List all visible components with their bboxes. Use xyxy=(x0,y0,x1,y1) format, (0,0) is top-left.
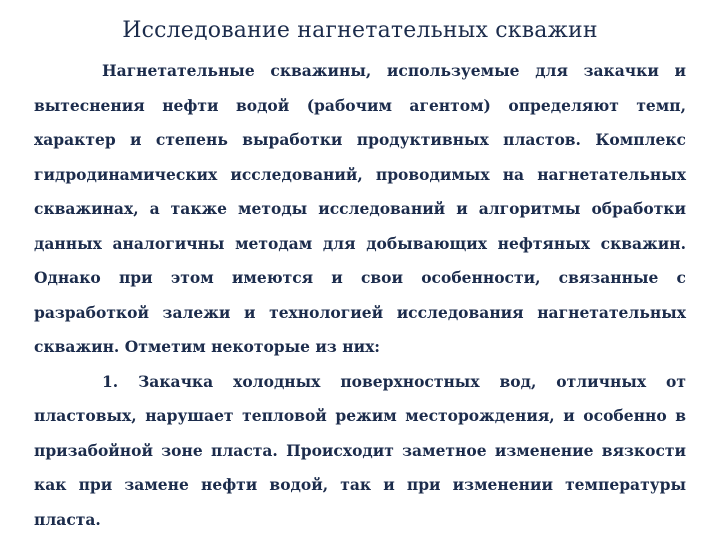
paragraph-intro: Нагнетательные скважины, используемые для закачки и вытеснения нефти водой (рабочим агентом) определяют темп, характер и степень выработки продуктивных пластов. Комплекс гидродинамических исследований, проводимых на нагнетательных скважинах, а также методы исследований и алгоритмы обработки данных аналогичны методам для добывающих нефтяных скважин. Однако при этом имеются и свои особенности, связанные с разработкой залежи и технологией исследования нагнетательных скважин. Отметим некоторые из них: xyxy=(34,61,686,356)
paragraph-item-1: 1. Закачка холодных поверхностных вод, отличных от пластовых, нарушает тепловой режим месторождения, и особенно в призабойной зоне пласта. Происходит заметное изменение вязкости как при замене нефти водой, так и при изменении температуры пласта. xyxy=(34,371,686,529)
slide-title: Исследование нагнетательных скважин xyxy=(122,18,598,43)
slide-body xyxy=(34,54,686,537)
